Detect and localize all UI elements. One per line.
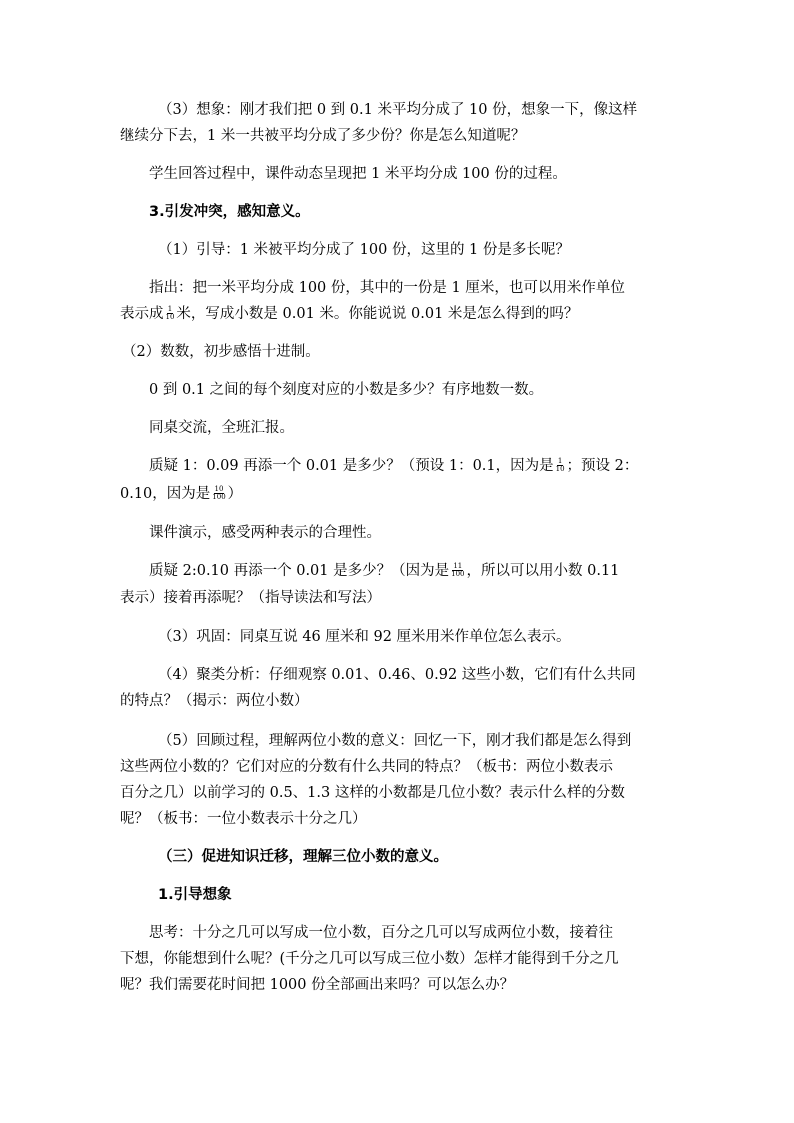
section-heading: （三）促进知识迁移，理解三位小数的意义。	[158, 849, 448, 865]
paragraph-line: 思考：十分之几可以写成一位小数，百分之几可以写成两位小数，接着往	[149, 925, 613, 941]
paragraph-line: 这些两位小数的？它们对应的分数有什么共同的特点？（板书：两位小数表示	[120, 759, 613, 775]
text-segment: 0.10，因为是	[120, 486, 211, 502]
fraction	[165, 306, 176, 321]
paragraph-line-with-fraction	[120, 304, 578, 324]
fraction-numerator: 1	[167, 304, 173, 313]
fraction-numerator: 1	[557, 456, 563, 465]
paragraph-line: 指出：把一米平均分成 100 份，其中的一份是 1 厘米，也可以用米作单位	[149, 280, 625, 296]
subsection-heading: 1.引导想象	[158, 887, 232, 903]
paragraph-line: （3）想象：刚才我们把 0 到 0.1 米平均分成了 10 份，想象一下，像这样	[158, 102, 638, 118]
paragraph-line: 同桌交流，全班汇报。	[149, 420, 294, 436]
fraction	[450, 563, 465, 578]
paragraph-line: （4）聚类分析：仔细观察 0.01、0.46、0.92 这些小数，它们有什么共同	[158, 667, 636, 683]
text-segment: 质疑 2:0.10 再添一个 0.01 是多少？（因为是	[149, 563, 450, 579]
paragraph-line: 呢？我们需要花时间把 1000 份全部画出来吗？可以怎么办？	[120, 977, 515, 993]
section-heading: 3.引发冲突，感知意义。	[149, 204, 310, 220]
text-segment: ，所以可以用小数 0.11	[466, 563, 620, 579]
text-segment: ）	[227, 486, 243, 502]
paragraph-line: （5）回顾过程，理解两位小数的意义：回忆一下，刚才我们都是怎么得到	[158, 733, 632, 749]
fraction	[555, 458, 566, 473]
paragraph-line: （3）巩固：同桌互说 46 厘米和 92 厘米用米作单位怎么表示。	[158, 629, 571, 645]
paragraph-line-with-fraction	[149, 456, 638, 476]
paragraph-line: 继续分下去，1 米一共被平均分成了多少份？你是怎么知道呢？	[120, 128, 526, 144]
fraction-denominator: 10	[165, 312, 175, 321]
paragraph-line: 下想，你能想到什么呢？(千分之几可以写成三位小数）怎样才能得到千分之几	[120, 951, 619, 967]
paragraph-line: 百分之几）以前学习的 0.5、1.3 这样的小数都是几位小数？表示什么样的分数	[120, 785, 625, 801]
paragraph-line-with-fraction	[149, 561, 619, 581]
text-segment: 米，写成小数是 0.01 米。你能说说 0.01 米是怎么得到的吗？	[176, 306, 579, 322]
fraction-numerator: 10	[214, 484, 224, 493]
fraction-denominator: 100	[451, 569, 465, 578]
paragraph-line: 学生回答过程中，课件动态呈现把 1 米平均分成 100 份的过程。	[149, 166, 567, 182]
paragraph-line: 0 到 0.1 之间的每个刻度对应的小数是多少？有序地数一数。	[149, 382, 544, 398]
fraction	[211, 486, 226, 501]
paragraph-line-with-fraction	[120, 484, 242, 504]
fraction-denominator: 100	[212, 492, 226, 501]
fraction-denominator: 10	[555, 464, 565, 473]
paragraph-line: （2）数数，初步感悟十进制。	[122, 344, 320, 360]
paragraph-line: 课件演示，感受两种表示的合理性。	[149, 525, 381, 541]
paragraph-line: 的特点？（揭示：两位小数）	[120, 693, 309, 709]
text-segment: 表示成	[120, 306, 164, 322]
paragraph-line: （1）引导：1 米被平均分成了 100 份，这里的 1 份是多长呢？	[158, 242, 570, 258]
text-segment: 质疑 1：0.09 再添一个 0.01 是多少？（预设 1：0.1，因为是	[149, 458, 554, 474]
fraction-numerator: 11	[453, 561, 463, 570]
text-segment: ；预设 2：	[566, 458, 639, 474]
paragraph-line: 表示）接着再添呢？（指导读法和写法）	[120, 590, 381, 606]
paragraph-line: 呢？（板书：一位小数表示十分之几）	[120, 811, 367, 827]
